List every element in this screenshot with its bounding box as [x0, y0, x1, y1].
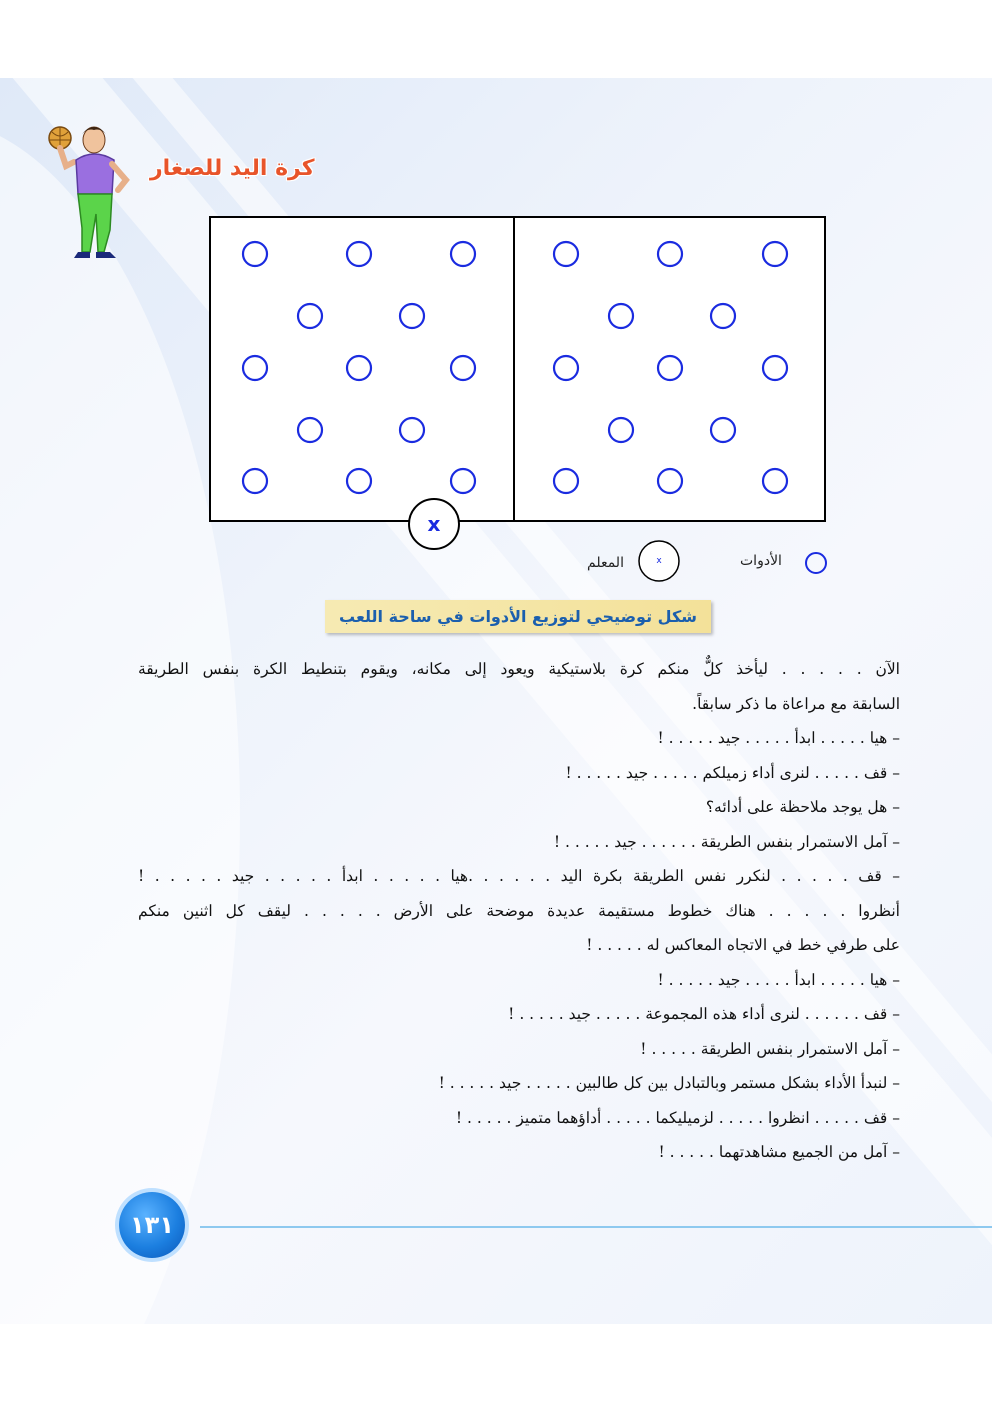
- figure-caption-box: [325, 600, 711, 633]
- text-line: – هل يوجد ملاحظة على أدائه؟: [705, 798, 900, 816]
- text-line: أنظروا . . . . . هناك خطوط مستقيمة عديدة موضحة على الأرض . . . . . ليقف كل اثنين منكم: [138, 901, 900, 920]
- legend-tools-icon: [806, 553, 826, 573]
- text-line: الآن . . . . . ليأخذ كلٌّ منكم كرة بلاستيكية ويعود إلى مكانه، ويقوم بتنطيط الكرة بنفس الطريقة: [138, 660, 900, 678]
- page-number: ١٣١: [130, 1211, 174, 1239]
- instruction-text: [138, 652, 900, 1170]
- text-line: – آمل الاستمرار بنفس الطريقة . . . . . !: [640, 1039, 900, 1058]
- text-line: – قف . . . . . . لنرى أداء هذه المجموعة . . . . . جيد . . . . . !: [508, 1005, 900, 1023]
- text-line: – قف . . . . . انظروا . . . . . لزميليكما . . . . . أداؤهما متميز . . . . . !: [455, 1108, 900, 1127]
- footer-divider: [200, 1226, 992, 1228]
- page-number-badge: [119, 1192, 185, 1258]
- text-line: – قف . . . . . لنرى أداء زميلكم . . . . . جيد . . . . . !: [565, 763, 900, 782]
- legend-tools-label: الأدوات: [740, 553, 782, 569]
- text-line: – آمل من الجميع مشاهدتهما . . . . . !: [658, 1143, 900, 1161]
- teacher-marker-label: x: [427, 512, 441, 536]
- court-outline: [210, 217, 825, 521]
- text-line: – قف . . . . . لنكرر نفس الطريقة بكرة اليد . . . . . .هيا . . . . . ابدأ . . . . . جيد . . . . . !: [138, 867, 900, 885]
- text-line: – هيا . . . . . ابدأ . . . . . جيد . . . . . !: [657, 729, 900, 747]
- text-line: – هيا . . . . . ابدأ . . . . . جيد . . . . . !: [657, 970, 900, 989]
- legend-teacher-label: المعلم: [587, 555, 624, 571]
- text-line: – لنبدأ الأداء بشكل مستمر وبالتبادل بين كل طالبين . . . . . جيد . . . . . !: [438, 1074, 900, 1092]
- text-line: – آمل الاستمرار بنفس الطريقة . . . . . . جيد . . . . . !: [553, 832, 900, 851]
- text-line: على طرفي خط في الاتجاه المعاكس له . . . . . !: [586, 936, 900, 954]
- figure-caption: شكل توضيحي لتوزيع الأدوات في ساحة اللعب: [339, 607, 697, 626]
- text-line: السابقة مع مراعاة ما ذكر سابقاً.: [692, 694, 900, 713]
- legend-teacher-symbol: x: [656, 556, 662, 566]
- court-diagram: [0, 0, 992, 600]
- book-title: كرة اليد للصغار: [150, 156, 315, 181]
